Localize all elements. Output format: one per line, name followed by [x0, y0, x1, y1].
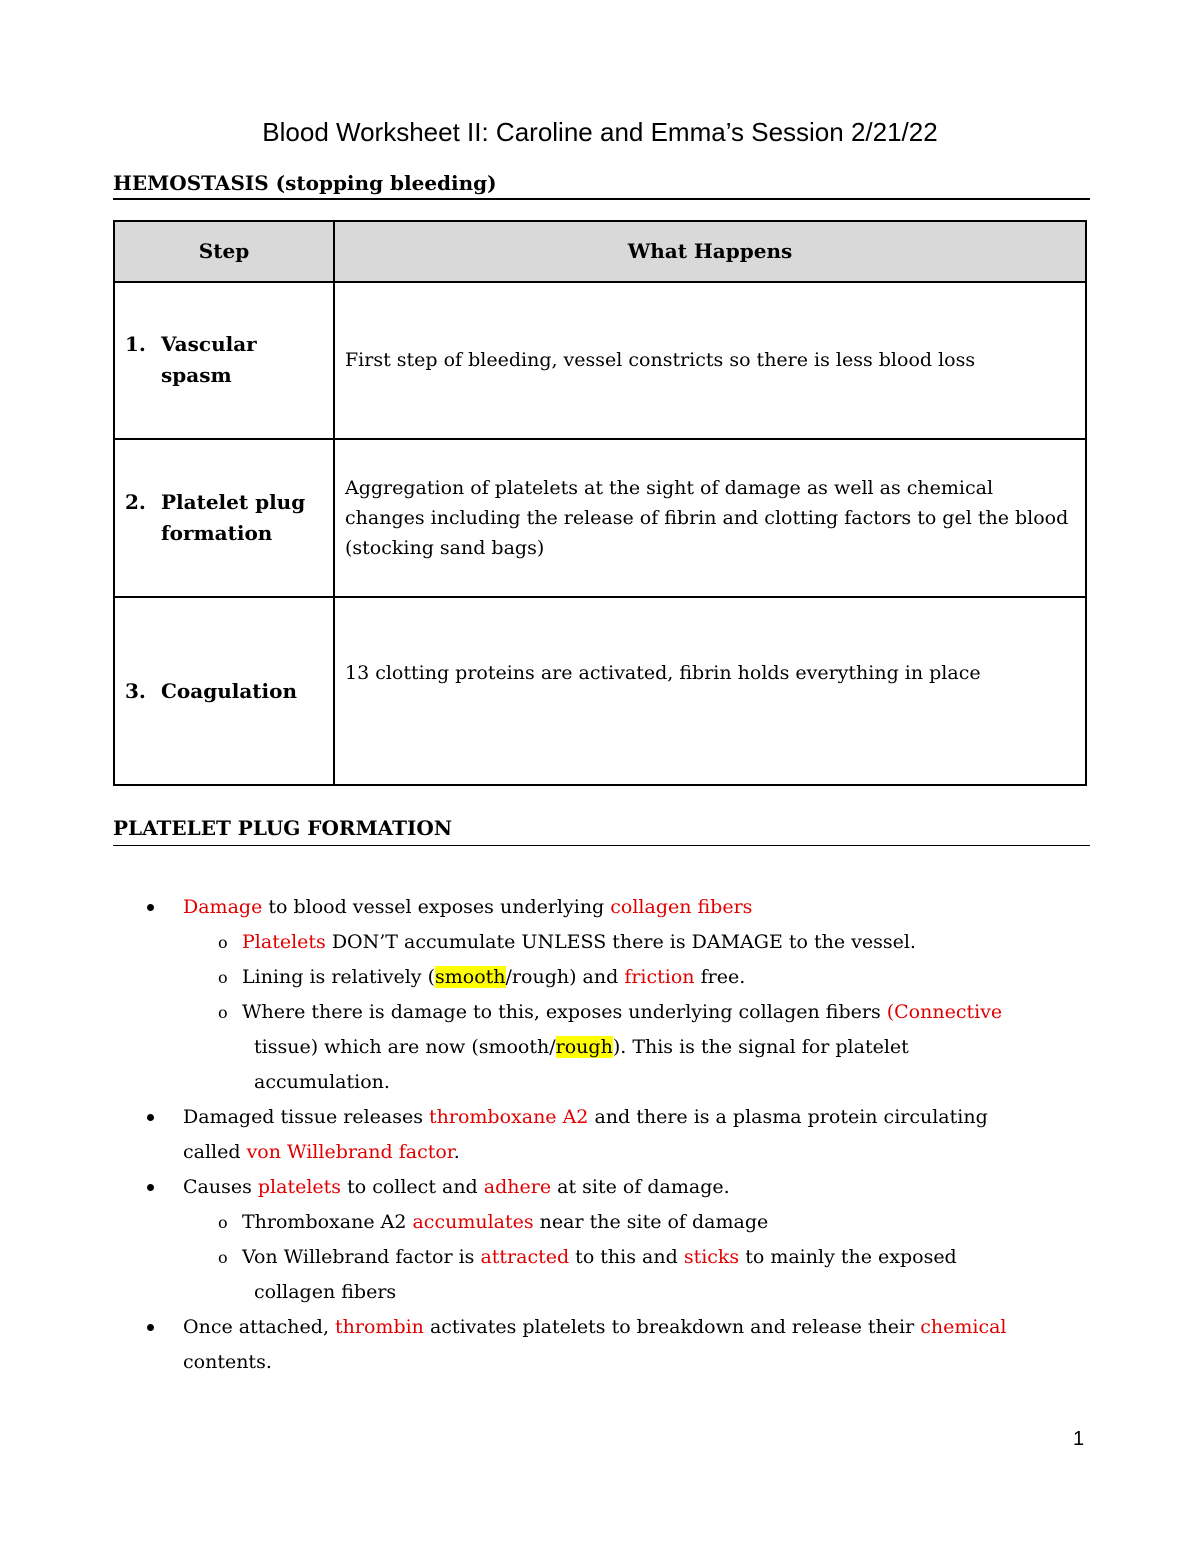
emphasis-text: Platelets	[242, 931, 326, 953]
highlighted-text: rough	[555, 1036, 613, 1058]
emphasis-text: accumulates	[412, 1211, 534, 1233]
emphasis-text: collagen fibers	[610, 896, 753, 918]
emphasis-text: platelets	[257, 1176, 342, 1198]
text: at site of damage.	[551, 1176, 730, 1198]
list-item-continuation	[183, 1135, 460, 1170]
hollow-bullet-icon: o	[218, 968, 228, 987]
table-row	[114, 439, 1086, 597]
table-row	[114, 282, 1086, 439]
list-item	[183, 1170, 730, 1205]
section-heading-hemostasis: HEMOSTASIS (stopping bleeding)	[113, 170, 1090, 200]
text: Where there is damage to this, exposes underlying collagen fibers	[242, 1001, 887, 1023]
emphasis-text: von Willebrand factor	[246, 1141, 454, 1163]
text: Causes	[183, 1176, 258, 1198]
step-cell	[114, 439, 334, 597]
step-description: Aggregation of platelets at the sight of damage as well as chemical changes including the release of fibrin and clotting factors to gel the blood (stocking sand bags)	[334, 439, 1086, 597]
text: to this and	[569, 1246, 684, 1268]
text: free.	[694, 966, 746, 988]
step-name-cont: formation	[161, 521, 273, 546]
text: and there is a plasma protein circulating	[588, 1106, 988, 1128]
emphasis-text: chemical	[920, 1316, 1007, 1338]
list-item-continuation	[183, 1345, 272, 1380]
step-name: Vascular	[161, 332, 257, 357]
emphasis-text: friction	[624, 966, 695, 988]
document-title: Blood Worksheet II: Caroline and Emma’s Session 2/21/22	[262, 117, 938, 147]
section-heading-platelet-plug: PLATELET PLUG FORMATION	[113, 815, 1090, 846]
emphasis-text: attracted	[480, 1246, 570, 1268]
text: contents.	[183, 1351, 272, 1373]
page-number: 1	[1073, 1428, 1085, 1450]
step-name: Platelet plug	[161, 490, 306, 515]
list-item	[183, 890, 752, 925]
text: called	[183, 1141, 247, 1163]
text: Lining is relatively (	[242, 966, 435, 988]
text: ). This is the signal for platelet	[612, 1036, 909, 1058]
list-item	[218, 1240, 957, 1275]
text: to mainly the exposed	[739, 1246, 957, 1268]
list-item	[218, 995, 1003, 1030]
step-name: Coagulation	[161, 678, 298, 703]
bullet-icon	[147, 1324, 154, 1331]
list-item	[218, 960, 746, 995]
list-item	[218, 925, 916, 960]
emphasis-text: thrombin	[335, 1316, 424, 1338]
text: Thromboxane A2	[242, 1211, 413, 1233]
list-item	[218, 1205, 769, 1240]
bullet-icon	[147, 904, 154, 911]
column-header-step: Step	[114, 221, 334, 282]
text: near the site of damage	[533, 1211, 769, 1233]
emphasis-text: sticks	[683, 1246, 740, 1268]
table-header-row	[114, 221, 1086, 282]
hemostasis-table	[113, 220, 1087, 786]
step-number: 3.	[125, 678, 146, 703]
step-cell	[114, 597, 334, 785]
highlighted-text: smooth	[435, 966, 506, 988]
text: Von Willebrand factor is	[242, 1246, 481, 1268]
column-header-what-happens: What Happens	[334, 221, 1086, 282]
text: DON’T accumulate UNLESS there is DAMAGE to the vessel.	[325, 931, 916, 953]
step-cell	[114, 282, 334, 439]
hollow-bullet-icon: o	[218, 1003, 228, 1022]
text: tissue) which are now (smooth/	[254, 1036, 556, 1058]
list-item	[183, 1310, 1007, 1345]
step-description: First step of bleeding, vessel constricts so there is less blood loss	[334, 282, 1086, 439]
text: collagen fibers	[254, 1281, 397, 1303]
step-number: 1.	[125, 332, 146, 357]
bullet-icon	[147, 1184, 154, 1191]
text: Damaged tissue releases	[183, 1106, 430, 1128]
text: to collect and	[341, 1176, 484, 1198]
table-row	[114, 597, 1086, 785]
list-item	[183, 1100, 988, 1135]
emphasis-text: thromboxane A2	[429, 1106, 589, 1128]
list-item-continuation	[254, 1065, 390, 1100]
text: /rough) and	[505, 966, 625, 988]
hollow-bullet-icon: o	[218, 1213, 228, 1232]
text: .	[453, 1141, 460, 1163]
text: to blood vessel exposes underlying	[262, 896, 611, 918]
emphasis-text: adhere	[483, 1176, 552, 1198]
list-item-continuation	[254, 1030, 909, 1065]
hollow-bullet-icon: o	[218, 1248, 228, 1267]
emphasis-text: (Connective	[886, 1001, 1003, 1023]
step-name-cont: spasm	[161, 363, 232, 388]
bullet-icon	[147, 1114, 154, 1121]
step-number: 2.	[125, 490, 146, 515]
text: Once attached,	[183, 1316, 336, 1338]
hollow-bullet-icon: o	[218, 933, 228, 952]
emphasis-text: Damage	[183, 896, 263, 918]
text: accumulation.	[254, 1071, 390, 1093]
text: activates platelets to breakdown and release their	[423, 1316, 921, 1338]
step-description: 13 clotting proteins are activated, fibrin holds everything in place	[334, 597, 1086, 785]
list-item-continuation	[254, 1275, 396, 1310]
